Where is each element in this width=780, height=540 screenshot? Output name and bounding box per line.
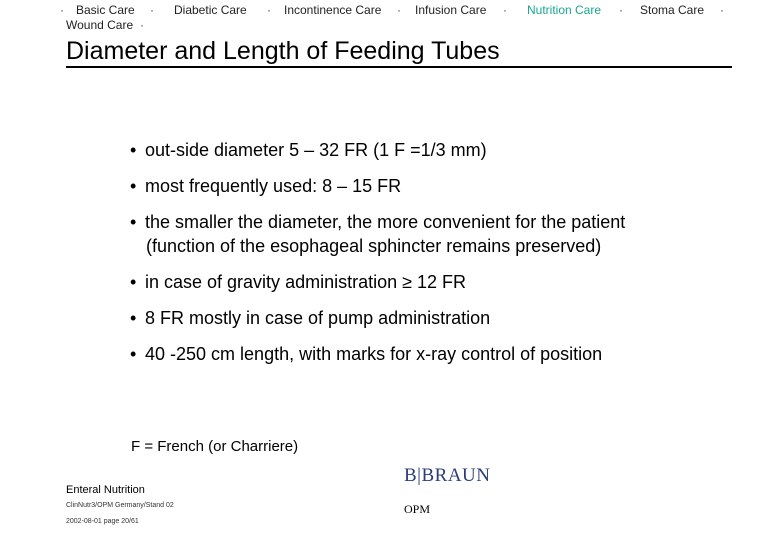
bullet-item — [130, 270, 466, 294]
nav-item-wound-care[interactable]: Wound Care — [66, 18, 134, 32]
nav-item-diabetic-care[interactable]: Diabetic Care — [174, 3, 247, 17]
nav-separator: · — [503, 3, 507, 17]
bullet-item — [130, 138, 487, 162]
bullet-text: 40 -250 cm length, with marks for x-ray control of position — [145, 344, 603, 364]
nav-separator: · — [60, 3, 64, 17]
footer-date-page: 2002-08-01 page 20/61 — [66, 518, 139, 525]
nav-separator: · — [619, 3, 623, 17]
nav-separator: · — [397, 3, 401, 17]
bullet-text: the smaller the diameter, the more convenient for the patient — [145, 212, 626, 232]
footnote: F = French (or Charriere) — [131, 438, 299, 455]
bullet-icon: • — [130, 176, 137, 196]
page-title: Diameter and Length of Feeding Tubes — [66, 36, 732, 68]
footer-section: Enteral Nutrition — [66, 484, 145, 496]
bullet-item — [130, 342, 602, 366]
bullet-icon: • — [130, 308, 137, 328]
bullet-text: most frequently used: 8 – 15 FR — [145, 176, 402, 196]
bullet-text: 8 FR mostly in case of pump administration — [145, 308, 491, 328]
nav-item-infusion-care[interactable]: Infusion Care — [415, 3, 487, 17]
nav-separator: · — [150, 3, 154, 17]
bullet-text: out-side diameter 5 – 32 FR (1 F =1/3 mm) — [145, 140, 487, 160]
footer-dept: OPM — [404, 502, 431, 516]
bullet-item — [130, 210, 625, 258]
nav-item-stoma-care[interactable]: Stoma Care — [640, 3, 705, 17]
bullet-icon: • — [130, 140, 137, 160]
nav-separator: · — [720, 3, 724, 17]
nav-item-nutrition-care[interactable]: Nutrition Care — [527, 3, 602, 17]
bullet-icon: • — [130, 344, 137, 364]
nav-item-basic-care[interactable]: Basic Care — [76, 3, 135, 17]
nav-separator: · — [267, 3, 271, 17]
bullet-text: in case of gravity administration ≥ 12 FR — [145, 272, 467, 292]
nav-separator: · — [140, 18, 144, 32]
bullet-item — [130, 306, 490, 330]
bullet-icon: • — [130, 212, 137, 232]
nav-item-incontinence-care[interactable]: Incontinence Care — [284, 3, 382, 17]
footer-doc-ref: ClinNutr3/OPM Germany/Stand 02 — [66, 502, 174, 509]
bullet-icon: • — [130, 272, 137, 292]
bbraun-logo: B|BRAUN — [404, 465, 491, 486]
bullet-item — [130, 174, 401, 198]
bullet-text-continued: (function of the esophageal sphincter remains preserved) — [146, 236, 602, 256]
